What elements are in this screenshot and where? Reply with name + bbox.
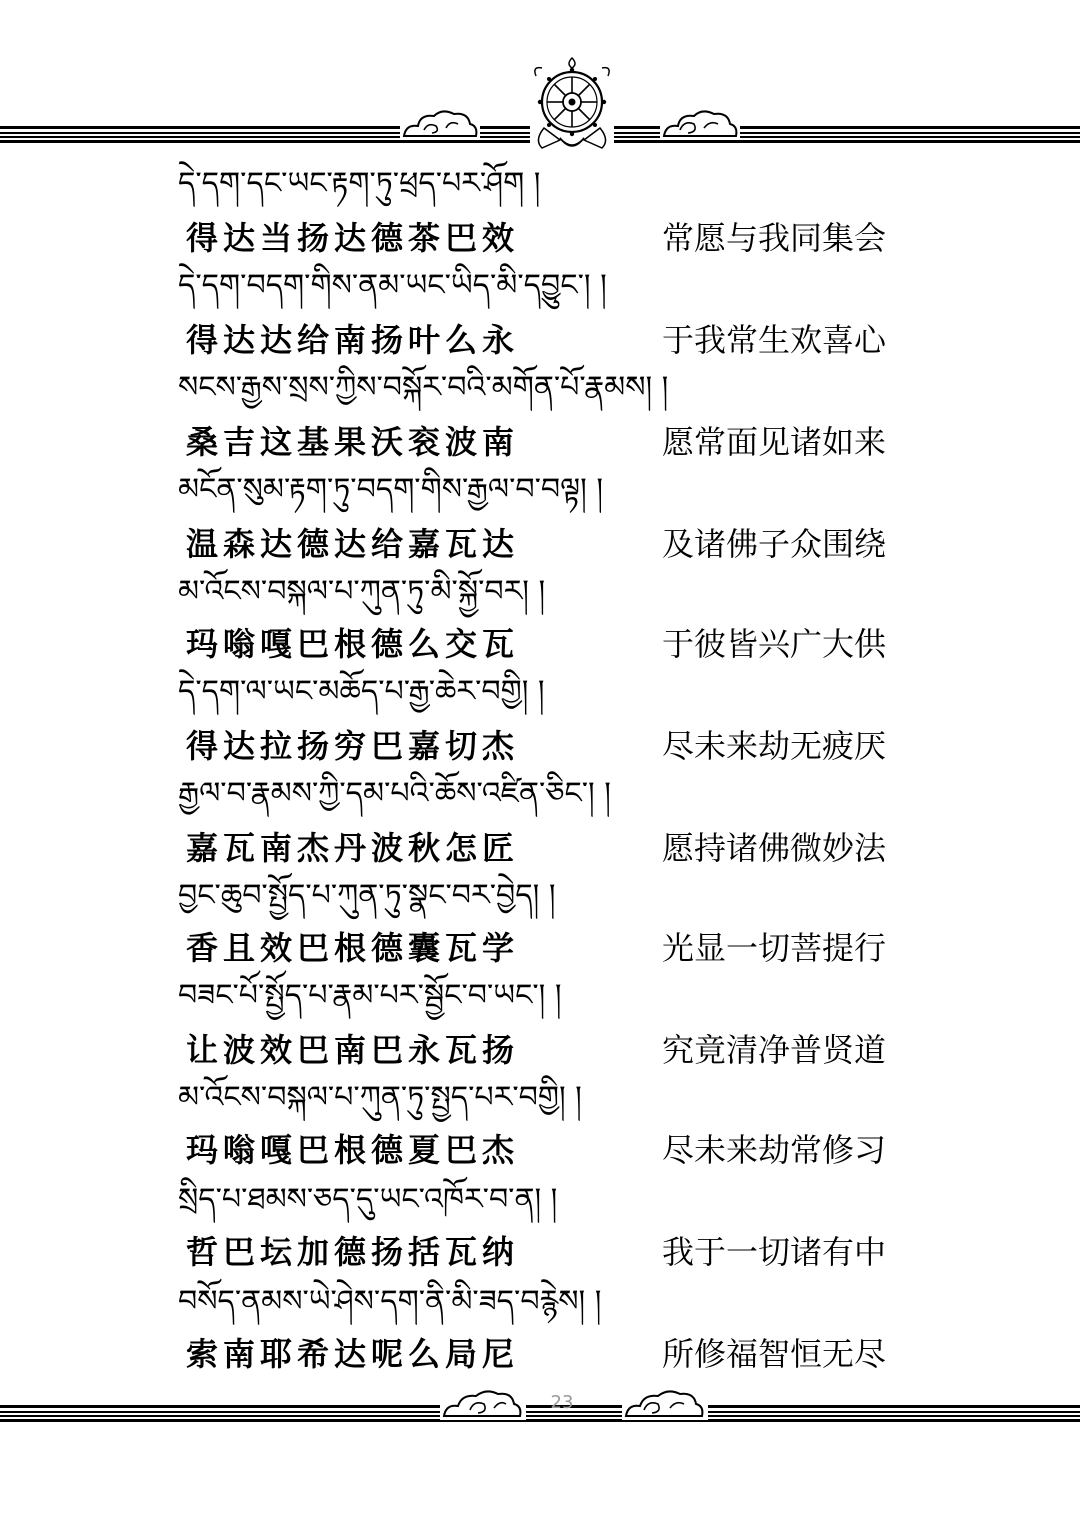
phonetic-line: 桑吉这基果沃衮波南 (186, 423, 520, 461)
tibetan-line: སངས་རྒྱས་སྲས་ཀྱིས་བསྐོར་བའི་མགོན་པོ་རྣམས། ། (178, 370, 669, 405)
tibetan-line: བྱང་ཆུབ་སྤྱོད་པ་ཀུན་ཏུ་སྣང་བར་བྱེད། ། (178, 878, 556, 913)
phonetic-line: 玛嗡嘎巴根德么交瓦 (186, 625, 520, 663)
tibetan-line: དེ་དག་བདག་གིས་ནམ་ཡང་ཡིད་མི་དབྱུང་། ། (178, 268, 607, 303)
chinese-translation: 我于一切诸有中 (662, 1233, 887, 1271)
chinese-translation: 尽未来劫常修习 (662, 1131, 887, 1169)
chinese-translation: 所修福智恒无尽 (662, 1335, 887, 1373)
chinese-translation: 光显一切菩提行 (662, 929, 887, 967)
phonetic-line: 温森达德达给嘉瓦达 (186, 525, 520, 563)
page-number: 23 (550, 1392, 574, 1413)
tibetan-line: དེ་དག་ལ་ཡང་མཆོད་པ་རྒྱ་ཆེར་བགྱི། ། (178, 674, 545, 709)
phonetic-line: 让波效巴南巴永瓦扬 (186, 1031, 520, 1069)
chinese-translation: 于我常生欢喜心 (662, 321, 887, 359)
phonetic-line: 玛嗡嘎巴根德夏巴杰 (186, 1131, 520, 1169)
chinese-translation: 于彼皆兴广大供 (662, 625, 887, 663)
phonetic-line: 得达当扬达德茶巴效 (186, 219, 520, 257)
phonetic-line: 香且效巴根德囊瓦学 (186, 929, 520, 967)
chinese-translation: 愿持诸佛微妙法 (662, 829, 887, 867)
phonetic-line: 嘉瓦南杰丹波秋怎匠 (186, 829, 520, 867)
tibetan-line: མ་འོངས་བསྐལ་པ་ཀུན་ཏུ་སྤྱད་པར་བགྱི། ། (178, 1080, 582, 1115)
phonetic-line: 哲巴坛加德扬括瓦纳 (186, 1233, 520, 1271)
phonetic-line: 得达拉扬穷巴嘉切杰 (186, 727, 520, 765)
chinese-translation: 常愿与我同集会 (662, 219, 887, 257)
phonetic-line: 索南耶希达呢么局尼 (186, 1335, 520, 1373)
chinese-translation: 究竟清净普贤道 (662, 1031, 887, 1069)
tibetan-line: བསོད་ནམས་ཡེ་ཤེས་དག་ནི་མི་ཟད་བརྙེས། ། (178, 1284, 602, 1319)
tibetan-line: དེ་དག་དང་ཡང་རྟག་ཏུ་ཕྲད་པར་ཤོག ། (178, 166, 541, 201)
tibetan-line: བཟང་པོ་སྤྱོད་པ་རྣམ་པར་སྦྱོང་བ་ཡང་། ། (178, 978, 562, 1013)
tibetan-line: སྲིད་པ་ཐམས་ཅད་དུ་ཡང་འཁོར་བ་ན། ། (178, 1182, 558, 1217)
chinese-translation: 愿常面见诸如来 (662, 423, 887, 461)
chinese-translation: 及诸佛子众围绕 (662, 525, 887, 563)
phonetic-line: 得达达给南扬叶么永 (186, 321, 520, 359)
tibetan-line: རྒྱལ་བ་རྣམས་ཀྱི་དམ་པའི་ཆོས་འཛིན་ཅིང་། ། (178, 776, 611, 811)
tibetan-line: མངོན་སུམ་རྟག་ཏུ་བདག་གིས་རྒྱལ་བ་བལྟ། ། (178, 472, 603, 507)
chinese-translation: 尽未来劫无疲厌 (662, 727, 887, 765)
tibetan-line: མ་འོངས་བསྐལ་པ་ཀུན་ཏུ་མི་སྐྱོ་བར། ། (178, 574, 546, 609)
